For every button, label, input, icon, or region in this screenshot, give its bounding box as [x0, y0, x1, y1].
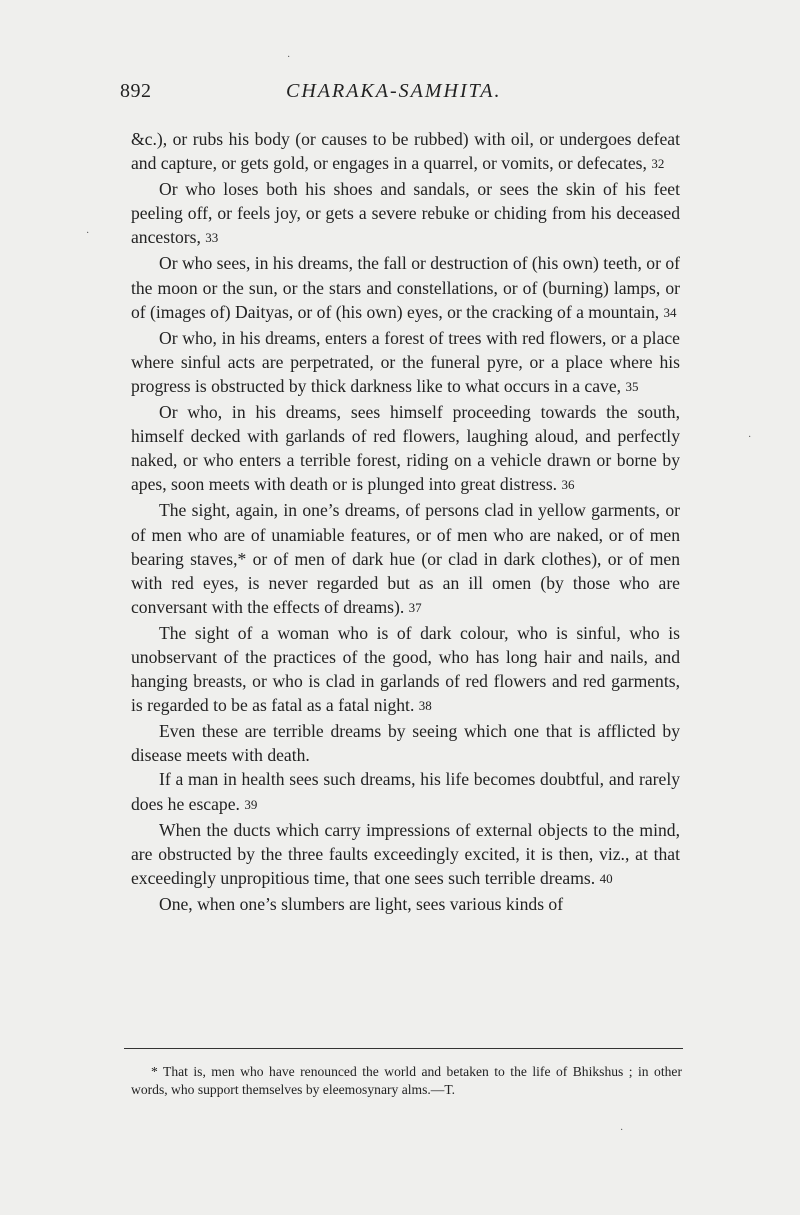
paragraph-text: The sight of a woman who is of dark colour, who is sinful, who is unobservant of the practices of the good, who has long hair and nails, and hanging breasts, or who is clad in garlands of red flowers and red garments, is regarded to be as fatal as a fatal night. — [131, 622, 680, 716]
paragraph-text: Even these are terrible dreams by seeing which one that is afflicted by disease meets with death. — [131, 721, 680, 766]
body-text — [131, 127, 680, 916]
page-speck: · — [748, 432, 752, 443]
verse-number: 35 — [625, 378, 639, 394]
page-speck: · — [620, 1125, 624, 1136]
paragraph — [131, 818, 680, 892]
paragraph — [131, 719, 680, 767]
paragraph-text: The sight, again, in one’s dreams, of persons clad in yellow garments, or of men who are of unamiable features, or of men who are naked, or of men bearing staves,* or of men of dark hue (or clad in dark clothes), or of men with red eyes, is never regarded but as an ill omen (by those who are conversant with the effects of dreams). — [131, 500, 680, 617]
verse-number: 32 — [651, 156, 665, 172]
paragraph-text: If a man in health sees such dreams, his life becomes doubtful, and rarely does he escape. — [131, 769, 680, 814]
paragraph-text: One, when one’s slumbers are light, sees various kinds of — [159, 893, 564, 914]
paragraph-text: &c.), or rubs his body (or causes to be rubbed) with oil, or undergoes defeat and capture, or gets gold, or engages in a quarrel, or vomits, or defecates, — [131, 129, 680, 174]
verse-number: 40 — [599, 870, 613, 886]
paragraph — [131, 498, 680, 620]
verse-number: 38 — [418, 698, 432, 714]
page-speck: · — [287, 52, 291, 63]
page-number: 892 — [120, 80, 152, 102]
running-title: CHARAKA-SAMHITA. — [286, 80, 502, 102]
paragraph — [131, 621, 680, 719]
paragraph — [131, 892, 680, 916]
footnote-divider — [124, 1048, 683, 1049]
page-speck: · — [86, 228, 90, 239]
verse-number: 37 — [408, 599, 422, 615]
paragraph — [131, 177, 680, 251]
paragraph-continued — [131, 127, 680, 177]
verse-number: 34 — [663, 304, 677, 320]
verse-number: 36 — [561, 477, 575, 493]
verse-number: 33 — [205, 230, 219, 246]
paragraph — [131, 400, 680, 498]
verse-number: 39 — [244, 796, 258, 812]
paragraph-text: Or who, in his dreams, sees himself proceeding towards the south, himself decked with garlands of red flowers, laughing aloud, and perfectly naked, or who enters a terrible forest, riding on a vehicle drawn or borne by apes, soon meets with death or is plunged into great distress. — [131, 402, 680, 495]
paragraph-text: Or who sees, in his dreams, the fall or destruction of (his own) teeth, or of the moon or the sun, or the stars and constellations, or of (burning) lamps, or of (images of) Daityas, or of (his own) eyes, or the cracking of a mountain, — [131, 253, 680, 322]
paragraph — [131, 251, 680, 325]
page-header — [120, 80, 680, 108]
paragraph-text: When the ducts which carry impressions of external objects to the mind, are obstructed by the three faults exceedingly excited, it is then, viz., at that exceedingly unpropitious time, that one sees such terrible dreams. — [131, 819, 680, 888]
paragraph-text: Or who, in his dreams, enters a forest of trees with red flowers, or a place where sinful acts are perpetrated, or the funeral pyre, or a place where his progress is obstructed by thick darkness like to what occurs in a cave, — [131, 327, 680, 396]
paragraph — [131, 326, 680, 400]
paragraph-text: Or who loses both his shoes and sandals, or sees the skin of his feet peeling off, or feels joy, or gets a severe rebuke or chiding from his deceased ancestors, — [131, 179, 680, 248]
footnote: * That is, men who have renounced the world and betaken to the life of Bhikshus ; in other words, who support themselves by eleemosynary alms.—T. — [131, 1064, 682, 1097]
paragraph — [131, 767, 680, 817]
